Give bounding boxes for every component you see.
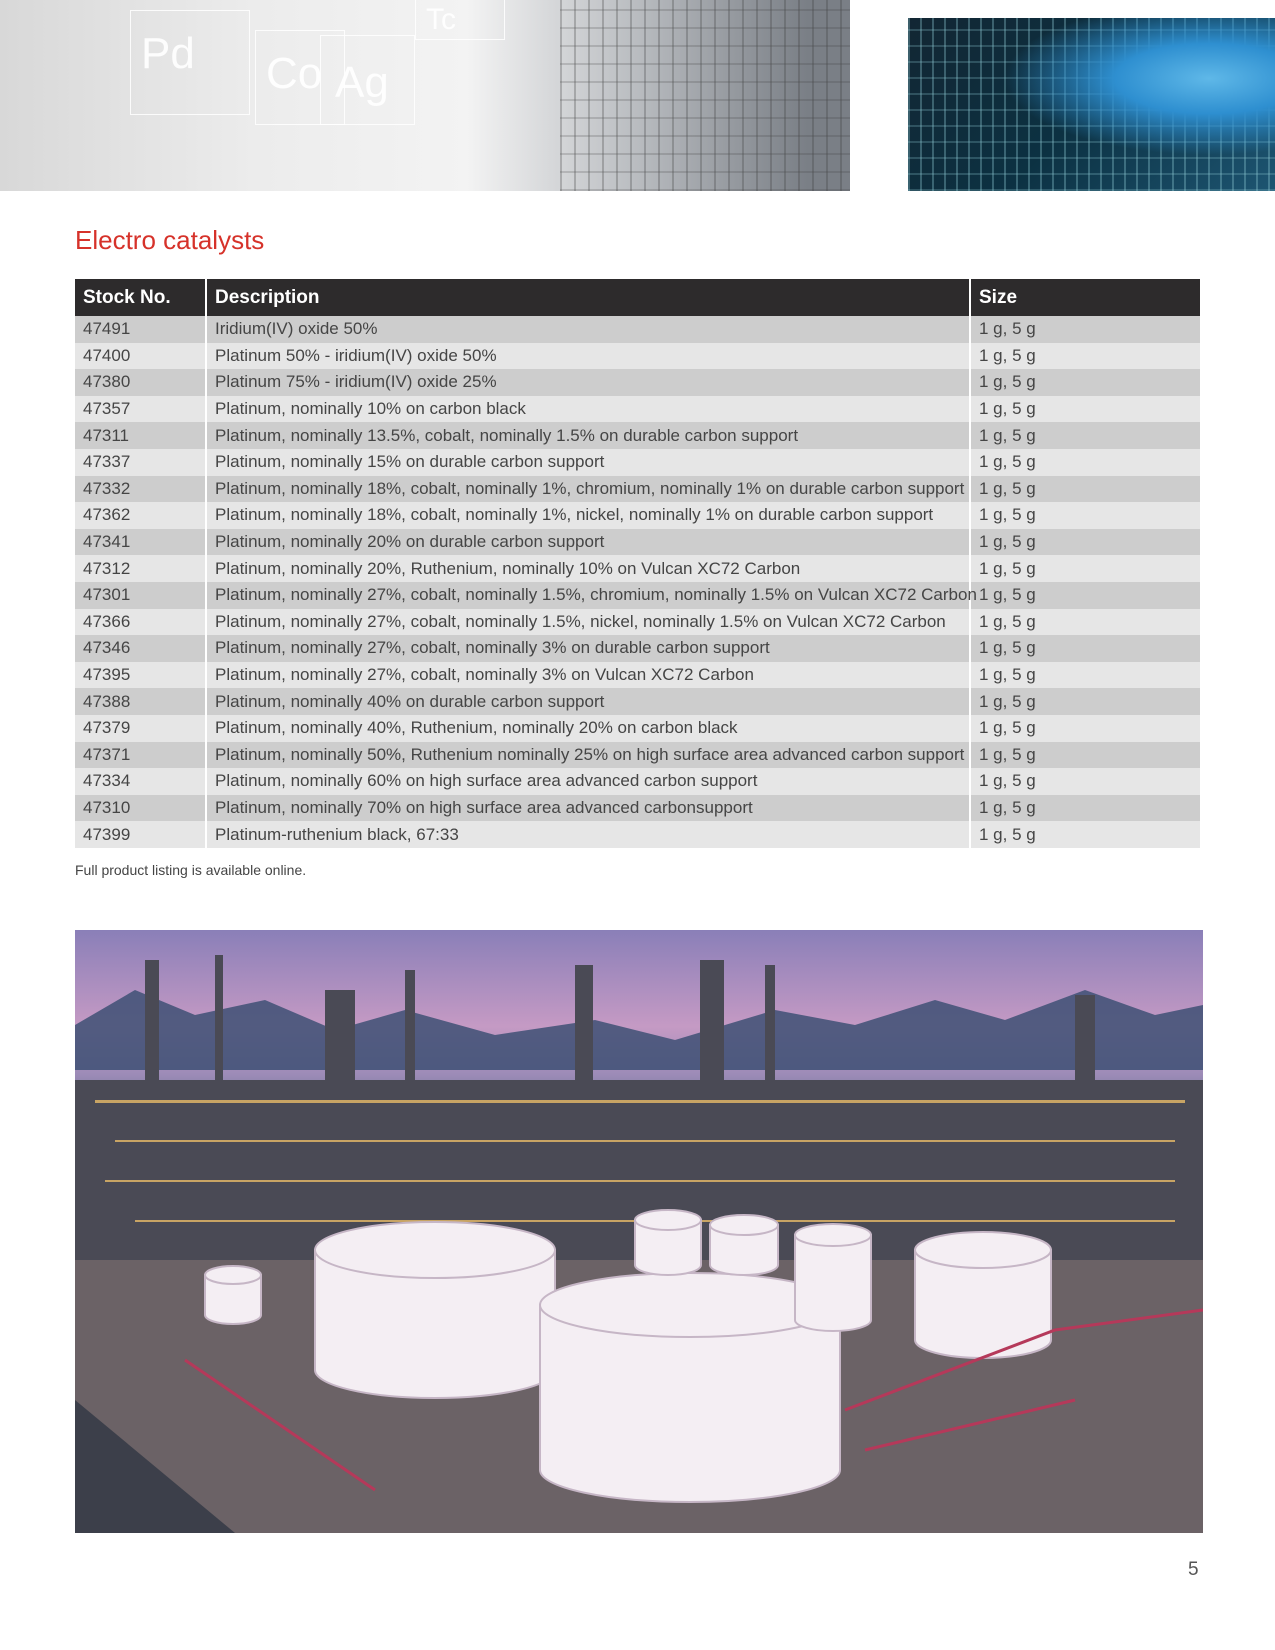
cell-description: Platinum, nominally 27%, cobalt, nominally 1.5%, chromium, nominally 1.5% on Vulcan XC72 Carbon — [206, 582, 970, 609]
cell-description: Platinum, nominally 10% on carbon black — [206, 396, 970, 423]
table-row — [75, 422, 1200, 449]
cell-size: 1 g, 5 g — [970, 688, 1200, 715]
element-symbol-ag: Ag — [335, 58, 389, 107]
cell-stock-no: 47366 — [75, 609, 206, 636]
footnote: Full product listing is available online. — [75, 862, 307, 878]
cell-stock-no: 47332 — [75, 476, 206, 503]
cell-stock-no: 47341 — [75, 529, 206, 556]
header-size: Size — [970, 279, 1200, 316]
table-row — [75, 742, 1200, 769]
element-symbol-pd: Pd — [141, 29, 195, 78]
cell-description: Platinum 50% - iridium(IV) oxide 50% — [206, 343, 970, 370]
table-row — [75, 662, 1200, 689]
cell-description: Platinum, nominally 70% on high surface area advanced carbonsupport — [206, 795, 970, 822]
table-row — [75, 768, 1200, 795]
cell-description: Platinum, nominally 27%, cobalt, nominally 3% on durable carbon support — [206, 635, 970, 662]
cell-size: 1 g, 5 g — [970, 369, 1200, 396]
header-stock-no: Stock No. — [75, 279, 206, 316]
banner-elements-image — [0, 0, 850, 191]
cell-stock-no: 47395 — [75, 662, 206, 689]
cell-size: 1 g, 5 g — [970, 343, 1200, 370]
cell-description: Platinum, nominally 13.5%, cobalt, nominally 1.5% on durable carbon support — [206, 422, 970, 449]
cell-size: 1 g, 5 g — [970, 449, 1200, 476]
cell-description: Platinum, nominally 20% on durable carbon support — [206, 529, 970, 556]
refinery-illustration — [75, 930, 1203, 1533]
cell-stock-no: 47371 — [75, 742, 206, 769]
element-tile-tc — [415, 0, 505, 40]
cell-description: Iridium(IV) oxide 50% — [206, 316, 970, 343]
cell-description: Platinum, nominally 27%, cobalt, nominally 1.5%, nickel, nominally 1.5% on Vulcan XC72 Carbon — [206, 609, 970, 636]
table-row — [75, 635, 1200, 662]
cell-description: Platinum, nominally 40%, Ruthenium, nominally 20% on carbon black — [206, 715, 970, 742]
cell-stock-no: 47357 — [75, 396, 206, 423]
cell-size: 1 g, 5 g — [970, 422, 1200, 449]
cell-size: 1 g, 5 g — [970, 582, 1200, 609]
table-row — [75, 582, 1200, 609]
cell-description: Platinum, nominally 50%, Ruthenium nominally 25% on high surface area advanced carbon support — [206, 742, 970, 769]
cell-size: 1 g, 5 g — [970, 316, 1200, 343]
cell-size: 1 g, 5 g — [970, 609, 1200, 636]
header-description: Description — [206, 279, 970, 316]
cell-size: 1 g, 5 g — [970, 821, 1200, 848]
element-tile-ag — [320, 35, 415, 125]
cell-stock-no: 47388 — [75, 688, 206, 715]
table-row — [75, 316, 1200, 343]
cell-description: Platinum 75% - iridium(IV) oxide 25% — [206, 369, 970, 396]
product-table — [75, 279, 1200, 848]
cell-stock-no: 47312 — [75, 555, 206, 582]
cell-description: Platinum, nominally 18%, cobalt, nominally 1%, nickel, nominally 1% on durable carbon support — [206, 502, 970, 529]
cell-size: 1 g, 5 g — [970, 529, 1200, 556]
table-row — [75, 821, 1200, 848]
cell-stock-no: 47380 — [75, 369, 206, 396]
section-heading: Electro catalysts — [75, 225, 265, 255]
cell-stock-no: 47310 — [75, 795, 206, 822]
element-symbol-tc: Tc — [426, 3, 456, 36]
table-body — [75, 316, 1200, 848]
element-tile-pd — [130, 10, 250, 115]
refinery-photo — [75, 930, 1203, 1533]
cell-size: 1 g, 5 g — [970, 715, 1200, 742]
cell-size: 1 g, 5 g — [970, 502, 1200, 529]
cell-size: 1 g, 5 g — [970, 396, 1200, 423]
cell-stock-no: 47379 — [75, 715, 206, 742]
cell-stock-no: 47346 — [75, 635, 206, 662]
cell-stock-no: 47337 — [75, 449, 206, 476]
cell-description: Platinum, nominally 40% on durable carbon support — [206, 688, 970, 715]
cell-description: Platinum, nominally 60% on high surface area advanced carbon support — [206, 768, 970, 795]
table-row — [75, 396, 1200, 423]
page-number: 5 — [1188, 1559, 1199, 1580]
cell-size: 1 g, 5 g — [970, 768, 1200, 795]
cell-size: 1 g, 5 g — [970, 555, 1200, 582]
circuit-board-graphic — [560, 0, 850, 191]
cell-description: Platinum, nominally 18%, cobalt, nominally 1%, chromium, nominally 1% on durable carbon support — [206, 476, 970, 503]
cell-stock-no: 47400 — [75, 343, 206, 370]
table-row — [75, 369, 1200, 396]
element-symbol-co: Co — [266, 49, 323, 98]
table-header-row — [75, 279, 1200, 316]
cell-description: Platinum, nominally 15% on durable carbon support — [206, 449, 970, 476]
table-row — [75, 476, 1200, 503]
cell-description: Platinum, nominally 27%, cobalt, nominally 3% on Vulcan XC72 Carbon — [206, 662, 970, 689]
cell-size: 1 g, 5 g — [970, 476, 1200, 503]
table-row — [75, 555, 1200, 582]
cell-description: Platinum-ruthenium black, 67:33 — [206, 821, 970, 848]
cell-stock-no: 47399 — [75, 821, 206, 848]
cell-description: Platinum, nominally 20%, Ruthenium, nominally 10% on Vulcan XC72 Carbon — [206, 555, 970, 582]
table-row — [75, 715, 1200, 742]
cell-size: 1 g, 5 g — [970, 795, 1200, 822]
table-row — [75, 795, 1200, 822]
table-row — [75, 688, 1200, 715]
table-row — [75, 449, 1200, 476]
cell-stock-no: 47301 — [75, 582, 206, 609]
table-row — [75, 529, 1200, 556]
cell-stock-no: 47334 — [75, 768, 206, 795]
cell-stock-no: 47491 — [75, 316, 206, 343]
table-row — [75, 502, 1200, 529]
table-row — [75, 343, 1200, 370]
cell-stock-no: 47311 — [75, 422, 206, 449]
table-row — [75, 609, 1200, 636]
banner-circuit-image — [908, 18, 1275, 191]
cell-size: 1 g, 5 g — [970, 742, 1200, 769]
cell-stock-no: 47362 — [75, 502, 206, 529]
cell-size: 1 g, 5 g — [970, 662, 1200, 689]
cell-size: 1 g, 5 g — [970, 635, 1200, 662]
